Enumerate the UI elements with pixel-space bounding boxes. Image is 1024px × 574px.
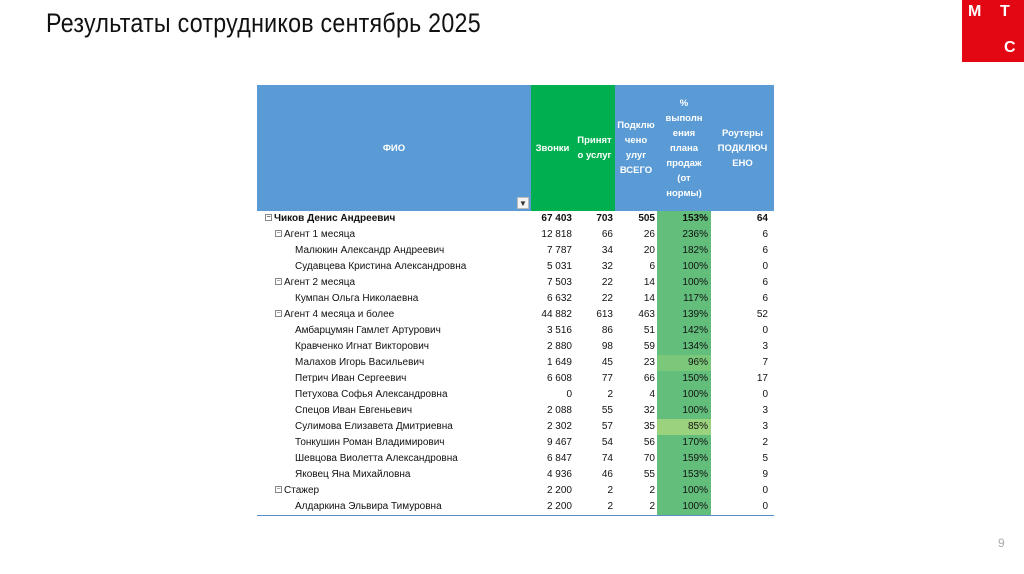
cell-accepted: 22 bbox=[601, 277, 613, 288]
pivot-table bbox=[257, 85, 774, 516]
row-name: Агент 1 месяца bbox=[284, 229, 356, 240]
cell-connected: 2 bbox=[649, 501, 655, 512]
collapse-icon[interactable]: − bbox=[276, 229, 281, 237]
table-row bbox=[257, 371, 774, 387]
cell-routers: 6 bbox=[762, 293, 768, 304]
row-name: Петухова Софья Александровна bbox=[295, 389, 448, 400]
row-name: Петрич Иван Сергеевич bbox=[295, 373, 407, 384]
cell-connected: 51 bbox=[643, 325, 655, 336]
cell-name bbox=[257, 371, 531, 387]
cell-name[interactable] bbox=[257, 307, 531, 323]
cell-routers: 3 bbox=[762, 405, 768, 416]
logo-letter-s: С bbox=[1004, 39, 1016, 56]
cell-accepted: 57 bbox=[601, 421, 613, 432]
row-name: Агент 4 месяца и более bbox=[284, 309, 395, 320]
cell-name bbox=[257, 339, 531, 355]
table-row bbox=[257, 435, 774, 451]
table-row bbox=[257, 291, 774, 307]
cell-routers: 2 bbox=[762, 437, 768, 448]
cell-connected: 32 bbox=[643, 405, 655, 416]
cell-calls: 6 608 bbox=[546, 373, 572, 384]
cell-pct: 100% bbox=[657, 275, 711, 291]
table-row bbox=[257, 323, 774, 339]
row-name: Малюкин Александр Андреевич bbox=[295, 245, 445, 256]
header-routers-label: Роутеры ПОДКЛЮЧ ЕНО bbox=[717, 127, 768, 169]
cell-name[interactable] bbox=[257, 275, 531, 291]
cell-name bbox=[257, 259, 531, 275]
cell-name bbox=[257, 403, 531, 419]
row-name: Стажер bbox=[284, 485, 320, 496]
header-connected bbox=[615, 85, 657, 211]
table-row bbox=[257, 259, 774, 275]
table-group-row bbox=[257, 211, 774, 227]
cell-accepted: 66 bbox=[601, 229, 613, 240]
cell-connected: 14 bbox=[643, 293, 655, 304]
header-routers bbox=[711, 85, 774, 211]
cell-connected: 6 bbox=[649, 261, 655, 272]
table-body bbox=[257, 211, 774, 516]
cell-routers: 0 bbox=[762, 261, 768, 272]
cell-accepted: 2 bbox=[607, 501, 613, 512]
row-name: Малахов Игорь Васильевич bbox=[295, 357, 425, 368]
cell-calls: 2 200 bbox=[546, 485, 572, 496]
cell-name bbox=[257, 451, 531, 467]
page-number: 9 bbox=[998, 536, 1005, 550]
slide-title: Результаты сотрудников сентябрь 2025 bbox=[46, 8, 481, 38]
table-row bbox=[257, 243, 774, 259]
cell-pct: 100% bbox=[657, 387, 711, 403]
collapse-icon[interactable]: − bbox=[276, 485, 281, 493]
cell-pct: 142% bbox=[657, 323, 711, 339]
table-group-row bbox=[257, 275, 774, 291]
cell-routers: 0 bbox=[762, 501, 768, 512]
cell-calls: 67 403 bbox=[541, 213, 572, 224]
cell-pct: 150% bbox=[657, 371, 711, 387]
table-row bbox=[257, 387, 774, 403]
cell-accepted: 2 bbox=[607, 485, 613, 496]
cell-calls: 44 882 bbox=[541, 309, 572, 320]
cell-calls: 6 847 bbox=[546, 453, 572, 464]
cell-calls: 2 880 bbox=[546, 341, 572, 352]
cell-routers: 9 bbox=[762, 469, 768, 480]
cell-connected: 14 bbox=[643, 277, 655, 288]
cell-pct: 159% bbox=[657, 451, 711, 467]
collapse-icon[interactable]: − bbox=[266, 213, 271, 221]
cell-connected: 505 bbox=[638, 213, 655, 224]
cell-accepted: 32 bbox=[601, 261, 613, 272]
header-calls bbox=[531, 85, 574, 211]
cell-connected: 56 bbox=[643, 437, 655, 448]
cell-routers: 5 bbox=[762, 453, 768, 464]
logo-letter-t: Т bbox=[1000, 3, 1010, 20]
cell-pct: 96% bbox=[657, 355, 711, 371]
cell-accepted: 45 bbox=[601, 357, 613, 368]
cell-name bbox=[257, 419, 531, 435]
cell-pct: 85% bbox=[657, 419, 711, 435]
cell-calls: 6 632 bbox=[546, 293, 572, 304]
cell-accepted: 46 bbox=[601, 469, 613, 480]
cell-routers: 0 bbox=[762, 325, 768, 336]
cell-routers: 6 bbox=[762, 277, 768, 288]
cell-accepted: 613 bbox=[596, 309, 613, 320]
table-group-row bbox=[257, 483, 774, 499]
cell-name bbox=[257, 355, 531, 371]
cell-pct: 100% bbox=[657, 483, 711, 499]
cell-name bbox=[257, 291, 531, 307]
cell-accepted: 98 bbox=[601, 341, 613, 352]
collapse-icon[interactable]: − bbox=[276, 277, 281, 285]
filter-icon[interactable]: ▼ bbox=[517, 197, 529, 209]
cell-name bbox=[257, 243, 531, 259]
row-name: Спецов Иван Евгеньевич bbox=[295, 405, 413, 416]
cell-pct: 236% bbox=[657, 227, 711, 243]
cell-calls: 7 787 bbox=[546, 245, 572, 256]
header-plan-pct-label: % выполн ения плана продаж (от нормы) bbox=[665, 97, 703, 199]
cell-connected: 35 bbox=[643, 421, 655, 432]
cell-name[interactable] bbox=[257, 227, 531, 243]
cell-accepted: 34 bbox=[601, 245, 613, 256]
table-row bbox=[257, 355, 774, 371]
cell-accepted: 54 bbox=[601, 437, 613, 448]
table-row bbox=[257, 499, 774, 515]
cell-connected: 66 bbox=[643, 373, 655, 384]
cell-routers: 3 bbox=[762, 421, 768, 432]
row-name: Алдаркина Эльвира Тимуровна bbox=[295, 501, 442, 512]
row-name: Чиков Денис Андреевич bbox=[274, 213, 396, 224]
cell-connected: 26 bbox=[643, 229, 655, 240]
cell-routers: 7 bbox=[762, 357, 768, 368]
table-row bbox=[257, 339, 774, 355]
table-group-row bbox=[257, 227, 774, 243]
cell-connected: 59 bbox=[643, 341, 655, 352]
row-name: Сулимова Елизавета Дмитриевна bbox=[295, 421, 453, 432]
collapse-icon[interactable]: − bbox=[276, 309, 281, 317]
cell-calls: 5 031 bbox=[546, 261, 572, 272]
cell-connected: 4 bbox=[649, 389, 655, 400]
cell-connected: 55 bbox=[643, 469, 655, 480]
cell-calls: 7 503 bbox=[546, 277, 572, 288]
header-plan-pct bbox=[657, 85, 711, 211]
cell-routers: 64 bbox=[756, 213, 768, 224]
cell-pct: 153% bbox=[657, 467, 711, 483]
cell-routers: 3 bbox=[762, 341, 768, 352]
cell-accepted: 74 bbox=[601, 453, 613, 464]
table-row bbox=[257, 467, 774, 483]
cell-name bbox=[257, 435, 531, 451]
cell-pct: 182% bbox=[657, 243, 711, 259]
row-name: Яковец Яна Михайловна bbox=[295, 469, 411, 480]
cell-accepted: 703 bbox=[596, 213, 613, 224]
table-row bbox=[257, 419, 774, 435]
header-fio-label: ФИО bbox=[382, 142, 406, 154]
logo-letter-m: М bbox=[968, 3, 982, 20]
cell-calls: 1 649 bbox=[546, 357, 572, 368]
cell-pct: 100% bbox=[657, 259, 711, 275]
row-name: Амбарцумян Гамлет Артурович bbox=[295, 325, 441, 336]
row-name: Судавцева Кристина Александровна bbox=[295, 261, 467, 272]
mts-logo bbox=[962, 0, 1024, 62]
cell-name[interactable] bbox=[257, 211, 531, 227]
cell-pct: 100% bbox=[657, 499, 711, 515]
table-group-row bbox=[257, 307, 774, 323]
cell-calls: 4 936 bbox=[546, 469, 572, 480]
cell-pct: 153% bbox=[657, 211, 711, 227]
cell-routers: 0 bbox=[762, 485, 768, 496]
cell-routers: 0 bbox=[762, 389, 768, 400]
table-row bbox=[257, 403, 774, 419]
cell-connected: 20 bbox=[643, 245, 655, 256]
cell-accepted: 86 bbox=[601, 325, 613, 336]
cell-name[interactable] bbox=[257, 483, 531, 499]
cell-connected: 463 bbox=[638, 309, 655, 320]
cell-pct: 117% bbox=[657, 291, 711, 307]
cell-name bbox=[257, 499, 531, 515]
cell-routers: 52 bbox=[756, 309, 768, 320]
cell-calls: 2 200 bbox=[546, 501, 572, 512]
cell-name bbox=[257, 467, 531, 483]
cell-calls: 9 467 bbox=[546, 437, 572, 448]
row-name: Кравченко Игнат Викторович bbox=[295, 341, 429, 352]
table-header bbox=[257, 85, 774, 211]
cell-calls: 3 516 bbox=[546, 325, 572, 336]
header-calls-label: Звонки bbox=[535, 142, 570, 154]
cell-connected: 70 bbox=[643, 453, 655, 464]
cell-routers: 6 bbox=[762, 229, 768, 240]
cell-connected: 2 bbox=[649, 485, 655, 496]
cell-calls: 2 302 bbox=[546, 421, 572, 432]
header-connected-label: Подклю чено улуг ВСЕГО bbox=[617, 120, 655, 176]
header-accepted-label: Принят о услуг bbox=[577, 135, 612, 161]
row-name: Шевцова Виолетта Александровна bbox=[295, 453, 458, 464]
cell-pct: 139% bbox=[657, 307, 711, 323]
cell-calls: 2 088 bbox=[546, 405, 572, 416]
cell-calls: 0 bbox=[566, 389, 572, 400]
row-name: Кумпан Ольга Николаевна bbox=[295, 293, 419, 304]
row-name: Тонкушин Роман Владимирович bbox=[295, 437, 445, 448]
header-accepted bbox=[574, 85, 615, 211]
cell-accepted: 2 bbox=[607, 389, 613, 400]
table-row bbox=[257, 451, 774, 467]
cell-routers: 17 bbox=[756, 373, 768, 384]
cell-routers: 6 bbox=[762, 245, 768, 256]
cell-accepted: 22 bbox=[601, 293, 613, 304]
cell-pct: 134% bbox=[657, 339, 711, 355]
cell-pct: 170% bbox=[657, 435, 711, 451]
row-name: Агент 2 месяца bbox=[284, 277, 356, 288]
cell-pct: 100% bbox=[657, 403, 711, 419]
header-fio[interactable] bbox=[257, 85, 531, 211]
cell-accepted: 77 bbox=[601, 373, 613, 384]
cell-connected: 23 bbox=[643, 357, 655, 368]
cell-name bbox=[257, 323, 531, 339]
cell-accepted: 55 bbox=[601, 405, 613, 416]
cell-calls: 12 818 bbox=[541, 229, 572, 240]
cell-name bbox=[257, 387, 531, 403]
